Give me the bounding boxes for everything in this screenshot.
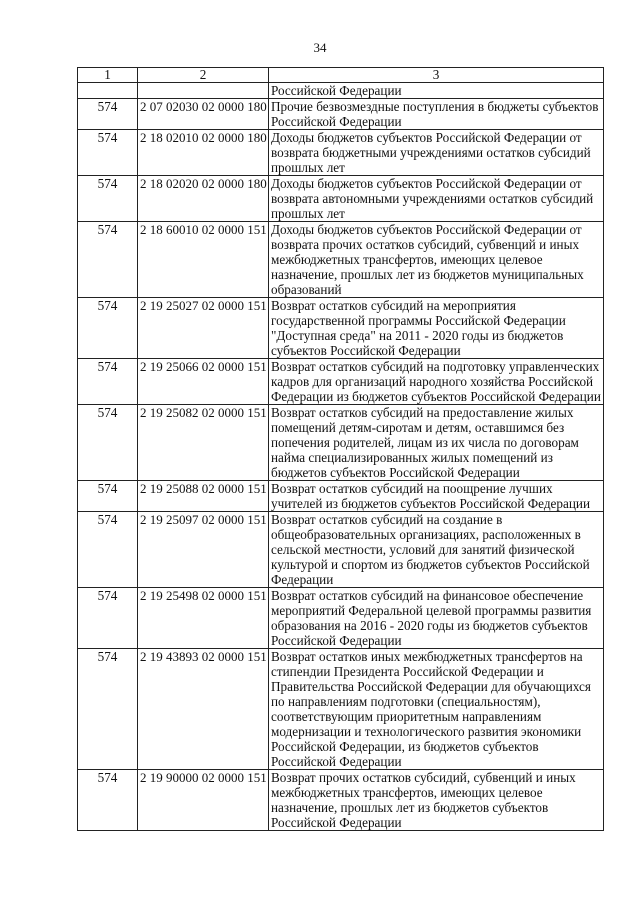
column-header-1: 1 (78, 68, 138, 83)
admin-code-cell: 574 (78, 481, 138, 512)
revenue-name-cell: Возврат остатков субсидий на предоставление жилых помещений детям-сиротам и детям, оставшимся без попечения родителей, лицам из их числа по договорам найма специализированных жилых помещений из бюджетов субъектов Российской Федерации (269, 405, 604, 481)
budget-code-cell: 2 18 02020 02 0000 180 (138, 176, 269, 222)
admin-code-cell: 574 (78, 405, 138, 481)
table-row (78, 481, 604, 512)
table-row (78, 588, 604, 649)
admin-code-cell: 574 (78, 298, 138, 359)
budget-code-cell: 2 18 60010 02 0000 151 (138, 222, 269, 298)
continuation-text: Российской Федерации (269, 83, 604, 99)
admin-code-cell: 574 (78, 176, 138, 222)
budget-code-cell: 2 19 25027 02 0000 151 (138, 298, 269, 359)
continuation-admin-cell (78, 83, 138, 99)
admin-code-cell: 574 (78, 359, 138, 405)
column-header-2: 2 (138, 68, 269, 83)
budget-code-cell: 2 19 25088 02 0000 151 (138, 481, 269, 512)
table-row (78, 222, 604, 298)
budget-code-cell: 2 07 02030 02 0000 180 (138, 99, 269, 130)
revenue-name-cell: Возврат остатков субсидий на мероприятия государственной программы Российской Федерации "Доступная среда" на 2011 - 2020 годы из бюджетов субъектов Российской Федерации (269, 298, 604, 359)
revenue-name-cell: Возврат остатков иных межбюджетных трансфертов на стипендии Президента Российской Федерации и Правительства Российской Федерации для обучающихся по направлениям подготовки (специальностям), соответствующим приоритетным направлениям модернизации и технологического развития экономики Российской Федерации, из бюджетов субъектов Российской Федерации (269, 649, 604, 770)
table-row (78, 649, 604, 770)
continuation-code-cell (138, 83, 269, 99)
revenue-name-cell: Возврат остатков субсидий на финансовое обеспечение мероприятий Федеральной целевой программы развития образования на 2016 - 2020 годы из бюджетов субъектов Российской Федерации (269, 588, 604, 649)
revenue-name-cell: Возврат остатков субсидий на поощрение лучших учителей из бюджетов субъектов Российской Федерации (269, 481, 604, 512)
admin-code-cell: 574 (78, 649, 138, 770)
budget-code-cell: 2 18 02010 02 0000 180 (138, 130, 269, 176)
budget-code-cell: 2 19 25066 02 0000 151 (138, 359, 269, 405)
table-row (78, 359, 604, 405)
table-row (78, 512, 604, 588)
revenue-name-cell: Прочие безвозмездные поступления в бюджеты субъектов Российской Федерации (269, 99, 604, 130)
budget-code-cell: 2 19 25097 02 0000 151 (138, 512, 269, 588)
table-row (78, 405, 604, 481)
revenue-name-cell: Доходы бюджетов субъектов Российской Федерации от возврата автономными учреждениями остатков субсидий прошлых лет (269, 176, 604, 222)
revenue-codes-table (77, 67, 604, 831)
table-header-row (78, 68, 604, 83)
budget-code-cell: 2 19 25498 02 0000 151 (138, 588, 269, 649)
continuation-row (78, 83, 604, 99)
revenue-name-cell: Доходы бюджетов субъектов Российской Федерации от возврата прочих остатков субсидий, субвенций и иных межбюджетных трансфертов, имеющих целевое назначение, прошлых лет из бюджетов муниципальных образований (269, 222, 604, 298)
budget-code-cell: 2 19 25082 02 0000 151 (138, 405, 269, 481)
admin-code-cell: 574 (78, 222, 138, 298)
table-row (78, 298, 604, 359)
budget-code-cell: 2 19 90000 02 0000 151 (138, 770, 269, 831)
admin-code-cell: 574 (78, 512, 138, 588)
revenue-name-cell: Доходы бюджетов субъектов Российской Федерации от возврата бюджетными учреждениями остатков субсидий прошлых лет (269, 130, 604, 176)
admin-code-cell: 574 (78, 588, 138, 649)
budget-code-cell: 2 19 43893 02 0000 151 (138, 649, 269, 770)
admin-code-cell: 574 (78, 770, 138, 831)
table-row (78, 176, 604, 222)
revenue-name-cell: Возврат прочих остатков субсидий, субвенций и иных межбюджетных трансфертов, имеющих целевое назначение, прошлых лет из бюджетов субъектов Российской Федерации (269, 770, 604, 831)
table-row (78, 130, 604, 176)
revenue-name-cell: Возврат остатков субсидий на подготовку управленческих кадров для организаций народного хозяйства Российской Федерации из бюджетов субъектов Российской Федерации (269, 359, 604, 405)
table-row (78, 770, 604, 831)
revenue-name-cell: Возврат остатков субсидий на создание в общеобразовательных организациях, расположенных в сельской местности, условий для занятий физической культурой и спортом из бюджетов субъектов Российской Федерации (269, 512, 604, 588)
page-number: 34 (313, 40, 327, 55)
admin-code-cell: 574 (78, 130, 138, 176)
table-row (78, 99, 604, 130)
column-header-3: 3 (269, 68, 604, 83)
admin-code-cell: 574 (78, 99, 138, 130)
